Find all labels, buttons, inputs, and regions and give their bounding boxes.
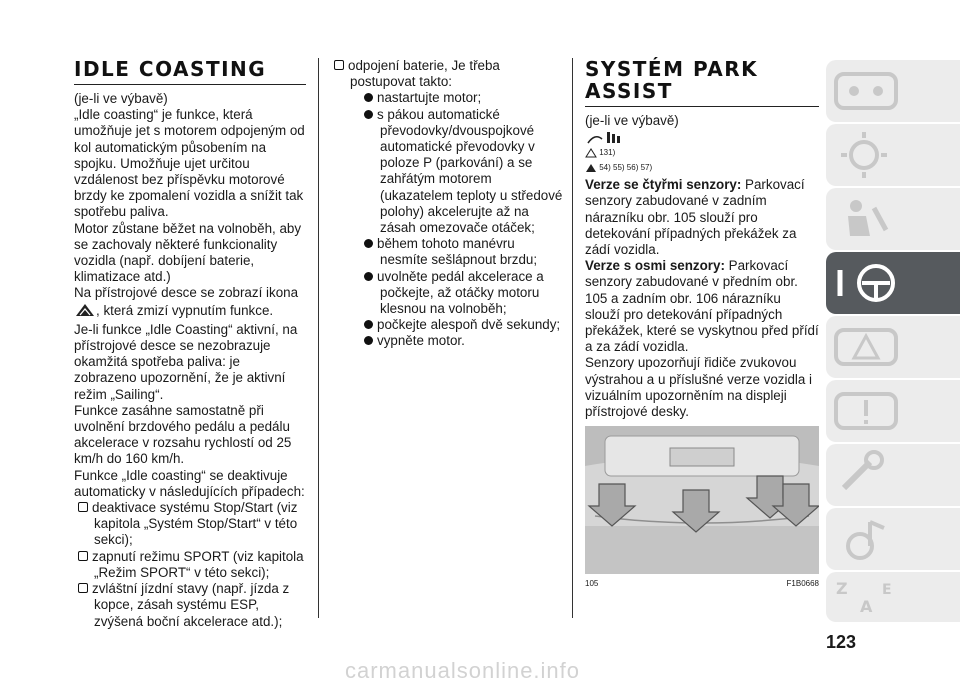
checkbox-bullet-icon xyxy=(334,60,344,70)
figure-rear-bumper-sensors xyxy=(585,426,819,574)
availability-note: (je-li ve výbavě) xyxy=(74,91,168,106)
figure-number: 105 xyxy=(585,579,599,589)
svg-text:E: E xyxy=(882,582,892,598)
bullet-item: nastartujte motor; xyxy=(360,90,565,106)
bullet-item: počkejte alespoň dvě sekundy; xyxy=(360,317,565,333)
icon-text-b: , která zmizí vypnutím funkce. xyxy=(96,302,274,318)
bullet-item: vypněte motor. xyxy=(360,333,565,349)
paragraph-deactivation: Funkce „Idle coasting“ se deaktivuje automaticky v následujících případech: xyxy=(74,467,305,499)
page-number: 123 xyxy=(826,632,857,652)
coasting-indicator-icon xyxy=(74,302,96,322)
tab-multimedia[interactable] xyxy=(826,508,960,570)
paragraph-four-sensors: Verze se čtyřmi senzory: Parkovací senzory zabudované v zadním nárazníku obr. 105 slouží pro detekování případných překážek za zádí vozidla. xyxy=(585,177,805,258)
bullet-dot-icon xyxy=(364,320,373,329)
list-item: zvláštní jízdní stavy (např. jízda z kopce, zásah systému ESP, zvýšená boční akcelerace atd.); xyxy=(74,581,306,630)
warning-ref: 131) xyxy=(585,147,819,162)
tab-lights[interactable] xyxy=(826,124,960,186)
paragraph-idle: Motor zůstane běžet na volnoběh, aby se zachovaly některé funkcionality vozidla (např. dobíjení baterie, klimatizace atd.) xyxy=(74,220,302,285)
figure-caption xyxy=(585,576,819,592)
column-divider xyxy=(318,58,319,618)
bullet-dot-icon xyxy=(364,93,373,102)
note-ref: 54) 55) 56) 57) xyxy=(585,162,819,177)
tab-dashboard[interactable] xyxy=(826,60,960,122)
bullet-dot-icon xyxy=(364,239,373,248)
list-item: deaktivace systému Stop/Start (viz kapitola „Systém Stop/Start“ v této sekci); xyxy=(74,500,306,549)
warning-triangle-icon xyxy=(585,148,597,162)
figure-code: F1B0668 xyxy=(786,579,819,589)
paragraph-icon xyxy=(74,285,306,321)
list-item: zapnutí režimu SPORT (viz kapitola „Režim SPORT“ v této sekci); xyxy=(74,549,306,581)
title-rule xyxy=(74,84,306,85)
tab-emergency[interactable] xyxy=(826,380,960,442)
paragraph-warnings: Senzory upozorňují řidiče zvukovou výstrahou a u příslušné verze vozidla i vizuálním upozorněním na displeji přístrojové desky. xyxy=(585,355,813,420)
tab-maintenance[interactable] xyxy=(826,444,960,506)
tab-warning-lights[interactable] xyxy=(826,316,960,378)
paragraph-eight-sensors: Verze s osmi senzory: Parkovací senzory zabudované v předním obr. 105 a zadním obr. 106 nárazníku slouží pro detekování případných překážek, které se vyskytnou před přídí a za zádí vozidla. xyxy=(585,258,819,355)
checkbox-bullet-icon xyxy=(78,551,88,561)
icon-text-a: Na přístrojové desce se zobrazí ikona xyxy=(74,285,299,301)
svg-text:Z: Z xyxy=(836,579,848,598)
bullet-dot-icon xyxy=(364,110,373,119)
section-title-idle-coasting: IDLE COASTING xyxy=(74,57,267,81)
svg-text:A: A xyxy=(860,597,873,616)
bullet-item: během tohoto manévru nesmíte sešlápnout brzdu; xyxy=(360,236,565,268)
warning-triangle-icon xyxy=(585,163,597,177)
tab-index[interactable] xyxy=(826,572,960,622)
bullet-dot-icon xyxy=(364,272,373,281)
column-continuation xyxy=(330,58,565,350)
availability-note: (je-li ve výbavě) xyxy=(585,113,679,128)
column-divider xyxy=(572,58,573,618)
tab-safety[interactable] xyxy=(826,188,960,250)
checkbox-bullet-icon xyxy=(78,502,88,512)
paragraph-speed-range: Funkce zasáhne samostatně při uvolnění brzdového pedálu a pedálu akcelerace v rozsahu rychlostí od 25 km/h do 160 km/h. xyxy=(74,402,292,467)
bullet-item: uvolněte pedál akcelerace a počkejte, až otáčky motoru klesnou na volnoběh; xyxy=(360,269,565,318)
bullet-item: s pákou automatické převodovky/dvouspojkové automatické převodovky v poloze P (parkování) a se zahřátým motorem (ukazatelem teploty u středové polohy) akcelerujte až na zásah omezovače otáček; xyxy=(360,107,565,237)
paragraph-description: „Idle coasting“ je funkce, která umožňuje jet s motorem odpojeným od kol automatickým působením na spojku. Umožňuje ujet určitou vzdálenost bez příspěvku motorové brzdy ke zpomalení vozidla a snížit tak spotřebu paliva. xyxy=(74,107,305,220)
title-rule xyxy=(585,106,819,107)
section-title-park-assist: SYSTÉM PARK ASSIST xyxy=(585,57,759,103)
list-item: odpojení baterie, Je třeba postupovat takto: xyxy=(330,58,565,90)
bullet-dot-icon xyxy=(364,336,373,345)
column-idle-coasting xyxy=(74,58,306,630)
column-park-assist xyxy=(585,58,819,592)
checkbox-bullet-icon xyxy=(78,583,88,593)
tab-starting-driving[interactable] xyxy=(826,252,960,314)
park-assist-icon xyxy=(585,129,819,147)
paragraph-sailing: Je-li funkce „Idle Coasting“ aktivní, na přístrojové desce se nezobrazuje okamžitá spotřeba paliva: je zobrazeno upozornění, že je aktivní režim „Sailing“. xyxy=(74,321,298,402)
watermark: carmanualsonline.info xyxy=(345,658,581,683)
